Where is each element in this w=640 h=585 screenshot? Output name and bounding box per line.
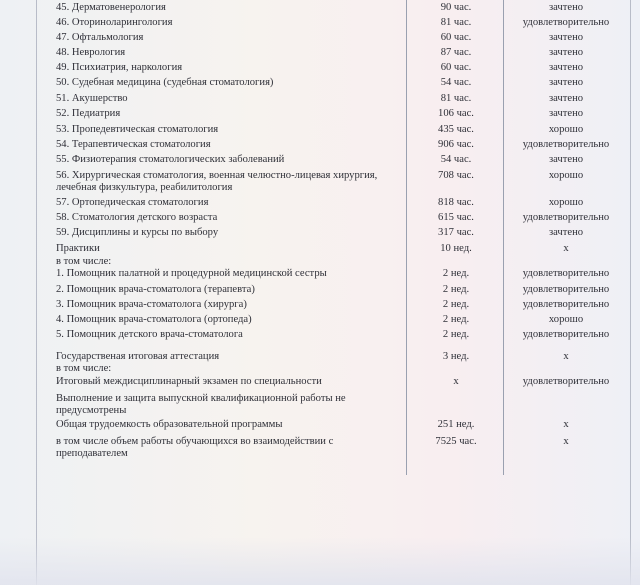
subject-name: Итоговый междисциплинарный экзамен по специальности [56,376,322,387]
grade-value: х [563,243,569,254]
hours-value: 435 час. [438,124,474,135]
grade-value: зачтено [548,93,584,104]
grade-value: зачтено [548,108,584,119]
hours-value: 2 нед. [442,314,470,325]
grade-value: удовлетворительно [522,212,610,223]
column-divider-2 [503,0,504,475]
hours-value: 3 нед. [442,351,470,362]
hours-value: 90 час. [440,2,472,13]
subject-name: 57. Ортопедическая стоматология [56,197,209,208]
subject-name: 55. Физиотерапия стоматологических заболеваний [56,154,285,165]
hours-value: 2 нед. [442,329,470,340]
subject-name: 49. Психиатрия, наркология [56,62,183,73]
grade-value: хорошо [548,124,584,135]
hours-value: 615 час. [438,212,474,223]
subject-name: Государственая итоговая аттестация [56,351,220,362]
grade-value: хорошо [548,170,584,181]
subject-name: 58. Стоматология детского возраста [56,212,218,223]
subject-name: Общая трудоемкость образовательной программы [56,419,283,430]
subject-name: 54. Терапевтическая стоматология [56,139,211,150]
hours-value: 106 час. [438,108,474,119]
grade-value: зачтено [548,154,584,165]
right-border [630,0,631,585]
subject-name: в том числе объем работы обучающихся во взаимодействии с преподавателем [56,436,334,459]
subject-name: 3. Помощник врача-стоматолога (хирурга) [56,299,247,310]
subject-name: в том числе: [56,256,112,267]
grade-value: удовлетворительно [522,299,610,310]
subject-name: 1. Помощник палатной и процедурной медицинской сестры [56,268,327,279]
subject-name: 4. Помощник врача-стоматолога (ортопеда) [56,314,252,325]
hours-value: 2 нед. [442,284,470,295]
subject-name: 5. Помощник детского врача-стоматолога [56,329,243,340]
grade-value: х [563,436,569,447]
grade-value: хорошо [548,197,584,208]
hours-value: 317 час. [438,227,474,238]
grade-value: зачтено [548,47,584,58]
grade-value: зачтено [548,227,584,238]
grade-value: удовлетворительно [522,284,610,295]
grade-value: удовлетворительно [522,17,610,28]
subject-name: 59. Дисциплины и курсы по выбору [56,227,219,238]
grade-value: зачтено [548,2,584,13]
subject-name: 51. Акушерство [56,93,128,104]
hours-value: 60 час. [440,32,472,43]
subject-name: Практики [56,243,100,254]
hours-value: 87 час. [440,47,472,58]
page-edge-shadow [0,537,640,585]
hours-value: 60 час. [440,62,472,73]
hours-value: 81 час. [440,17,472,28]
subject-name: 2. Помощник врача-стоматолога (терапевта) [56,284,255,295]
hours-value: 81 час. [440,93,472,104]
hours-value: 708 час. [438,170,474,181]
subject-name: 53. Пропедевтическая стоматология [56,124,219,135]
grade-value: удовлетворительно [522,139,610,150]
left-border [36,0,37,585]
subject-name: 52. Педиатрия [56,108,121,119]
grade-value: х [563,419,569,430]
subject-name: Выполнение и защита выпускной квалификационной работы не предусмотрены [56,393,346,416]
hours-value: х [453,376,459,387]
hours-value: 7525 час. [435,436,477,447]
hours-value: 2 нед. [442,268,470,279]
grade-value: зачтено [548,77,584,88]
hours-value: 818 час. [438,197,474,208]
grade-value: зачтено [548,32,584,43]
hours-value: 906 час. [438,139,474,150]
subject-name: в том числе: [56,363,112,374]
subject-name: 56. Хирургическая стоматология, военная челюстно-лицевая хирургия, лечебная физкультура, реабилитология [56,170,378,193]
hours-value: 2 нед. [442,299,470,310]
subject-name: 45. Дерматовенерология [56,2,166,13]
subject-name: 47. Офтальмология [56,32,144,43]
subject-name: 50. Судебная медицина (судебная стоматология) [56,77,274,88]
grade-value: удовлетворительно [522,329,610,340]
subject-name: 46. Оториноларингология [56,17,173,28]
grade-value: хорошо [548,314,584,325]
hours-value: 54 час. [440,77,472,88]
hours-value: 54 час. [440,154,472,165]
grade-value: удовлетворительно [522,376,610,387]
hours-value: 10 нед. [440,243,472,254]
grade-value: удовлетворительно [522,268,610,279]
hours-value: 251 нед. [437,419,475,430]
column-divider-1 [406,0,407,475]
grade-value: зачтено [548,62,584,73]
subject-name: 48. Неврология [56,47,126,58]
grade-value: х [563,351,569,362]
